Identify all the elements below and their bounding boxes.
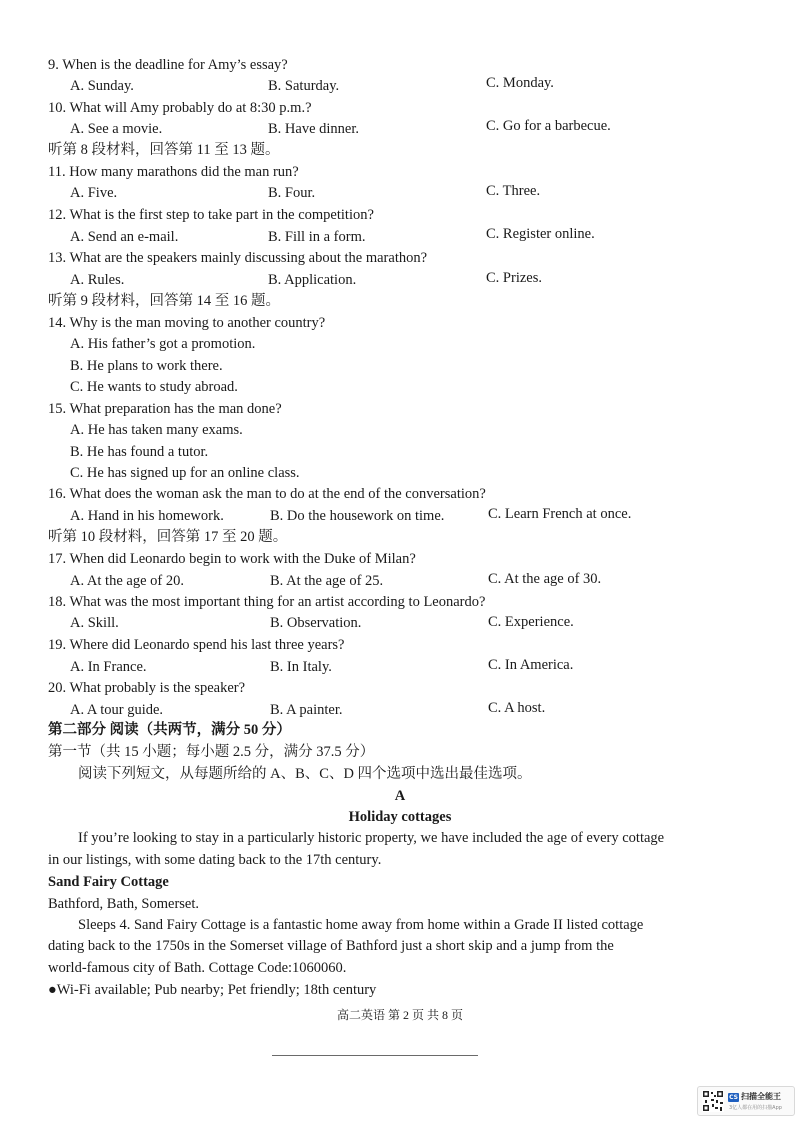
option-a: A. A tour guide.: [70, 702, 164, 718]
option-a: A. Five.: [70, 185, 118, 201]
option-a: A. At the age of 20.: [70, 573, 184, 589]
option-c: C. In America.: [488, 657, 574, 673]
passage-intro-line: If you’re looking to stay in a particularly historic property, we have included the age of every cottage: [78, 830, 665, 846]
cottage-location: Bathford, Bath, Somerset.: [48, 896, 200, 912]
scanner-badge-subtitle: 3亿人都在用的扫描App: [729, 1105, 782, 1111]
question-stem: 16. What does the woman ask the man to do at the end of the conversation?: [48, 486, 486, 502]
part-two-title: 第二部分 阅读（共两节，满分 50 分）: [48, 722, 291, 738]
option-b: B. Have dinner.: [268, 121, 360, 137]
page-footer: 高二英语 第 2 页 共 8 页: [336, 1008, 463, 1022]
question-stem: 15. What preparation has the man done?: [48, 401, 282, 417]
option-a: A. Send an e-mail.: [70, 229, 179, 245]
question-stem: 11. How many marathons did the man run?: [48, 164, 299, 180]
cottage-name: Sand Fairy Cottage: [48, 874, 169, 890]
question-stem: 19. Where did Leonardo spend his last three years?: [48, 637, 345, 653]
cottage-description-line: Sleeps 4. Sand Fairy Cottage is a fantastic home away from home within a Grade II listed cottage: [78, 917, 644, 933]
option-a: A. In France.: [70, 659, 147, 675]
option-b: B. Fill in a form.: [268, 229, 366, 245]
option-a: A. Rules.: [70, 272, 125, 288]
option-b: B. A painter.: [270, 702, 343, 718]
option-b: B. Four.: [268, 185, 316, 201]
option-c: C. At the age of 30.: [488, 571, 602, 587]
option-c: C. Experience.: [488, 614, 574, 630]
option-b: B. Do the housework on time.: [270, 508, 445, 524]
question-stem: 9. When is the deadline for Amy’s essay?: [48, 57, 288, 73]
option-c: C. Prizes.: [486, 270, 542, 286]
cottage-features: ●Wi-Fi available; Pub nearby; Pet friendly; 18th century: [48, 982, 377, 998]
reading-instruction: 阅读下列短文，从每题所给的 A、B、C、D 四个选项中选出最佳选项。: [78, 766, 532, 782]
option-b: B. In Italy.: [270, 659, 332, 675]
passage-label: A: [394, 788, 406, 804]
option-c: C. He wants to study abroad.: [70, 379, 238, 395]
section-header-8: 听第 8 段材料，回答第 11 至 13 题。: [48, 142, 280, 158]
passage-title: Holiday cottages: [348, 809, 452, 825]
passage-intro-line: in our listings, with some dating back to the 17th century.: [48, 852, 382, 868]
option-a: A. He has taken many exams.: [70, 422, 243, 438]
question-stem: 17. When did Leonardo begin to work with the Duke of Milan?: [48, 551, 416, 567]
question-stem: 14. Why is the man moving to another country?: [48, 315, 326, 331]
option-b: B. At the age of 25.: [270, 573, 384, 589]
option-b: B. He plans to work there.: [70, 358, 223, 374]
cottage-description-line: dating back to the 1750s in the Somerset village of Bathford just a short skip and a jump from the: [48, 938, 614, 954]
option-a: A. Sunday.: [70, 78, 134, 94]
question-stem: 12. What is the first step to take part in the competition?: [48, 207, 374, 223]
question-stem: 18. What was the most important thing for an artist according to Leonardo?: [48, 594, 486, 610]
question-stem: 10. What will Amy probably do at 8:30 p.m.?: [48, 100, 312, 116]
qr-code-icon: [702, 1090, 724, 1112]
option-b: B. Application.: [268, 272, 357, 288]
section-header-10: 听第 10 段材料，回答第 17 至 20 题。: [48, 529, 288, 545]
option-b: B. He has found a tutor.: [70, 444, 209, 460]
option-c: C. Register online.: [486, 226, 595, 242]
scanner-badge-title: 扫描全能王: [741, 1092, 781, 1101]
option-c: C. He has signed up for an online class.: [70, 465, 300, 481]
section-one-header: 第一节（共 15 小题；每小题 2.5 分，满分 37.5 分）: [48, 744, 375, 760]
option-a: A. His father’s got a promotion.: [70, 336, 256, 352]
section-header-9: 听第 9 段材料，回答第 14 至 16 题。: [48, 293, 280, 309]
camscanner-logo-icon: CS: [729, 1094, 738, 1101]
question-stem: 20. What probably is the speaker?: [48, 680, 246, 696]
option-b: B. Saturday.: [268, 78, 340, 94]
option-a: A. Hand in his homework.: [70, 508, 224, 524]
option-a: A. See a movie.: [70, 121, 163, 137]
cottage-description-line: world-famous city of Bath. Cottage Code:1060060.: [48, 960, 347, 976]
option-b: B. Observation.: [270, 615, 362, 631]
option-c: C. Learn French at once.: [488, 506, 632, 522]
option-c: C. Go for a barbecue.: [486, 118, 611, 134]
option-c: C. Monday.: [486, 75, 554, 91]
question-stem: 13. What are the speakers mainly discussing about the marathon?: [48, 250, 428, 266]
scanner-badge: [697, 1086, 795, 1116]
option-c: C. A host.: [488, 700, 546, 716]
option-c: C. Three.: [486, 183, 541, 199]
option-a: A. Skill.: [70, 615, 119, 631]
footer-divider: [272, 1055, 478, 1056]
